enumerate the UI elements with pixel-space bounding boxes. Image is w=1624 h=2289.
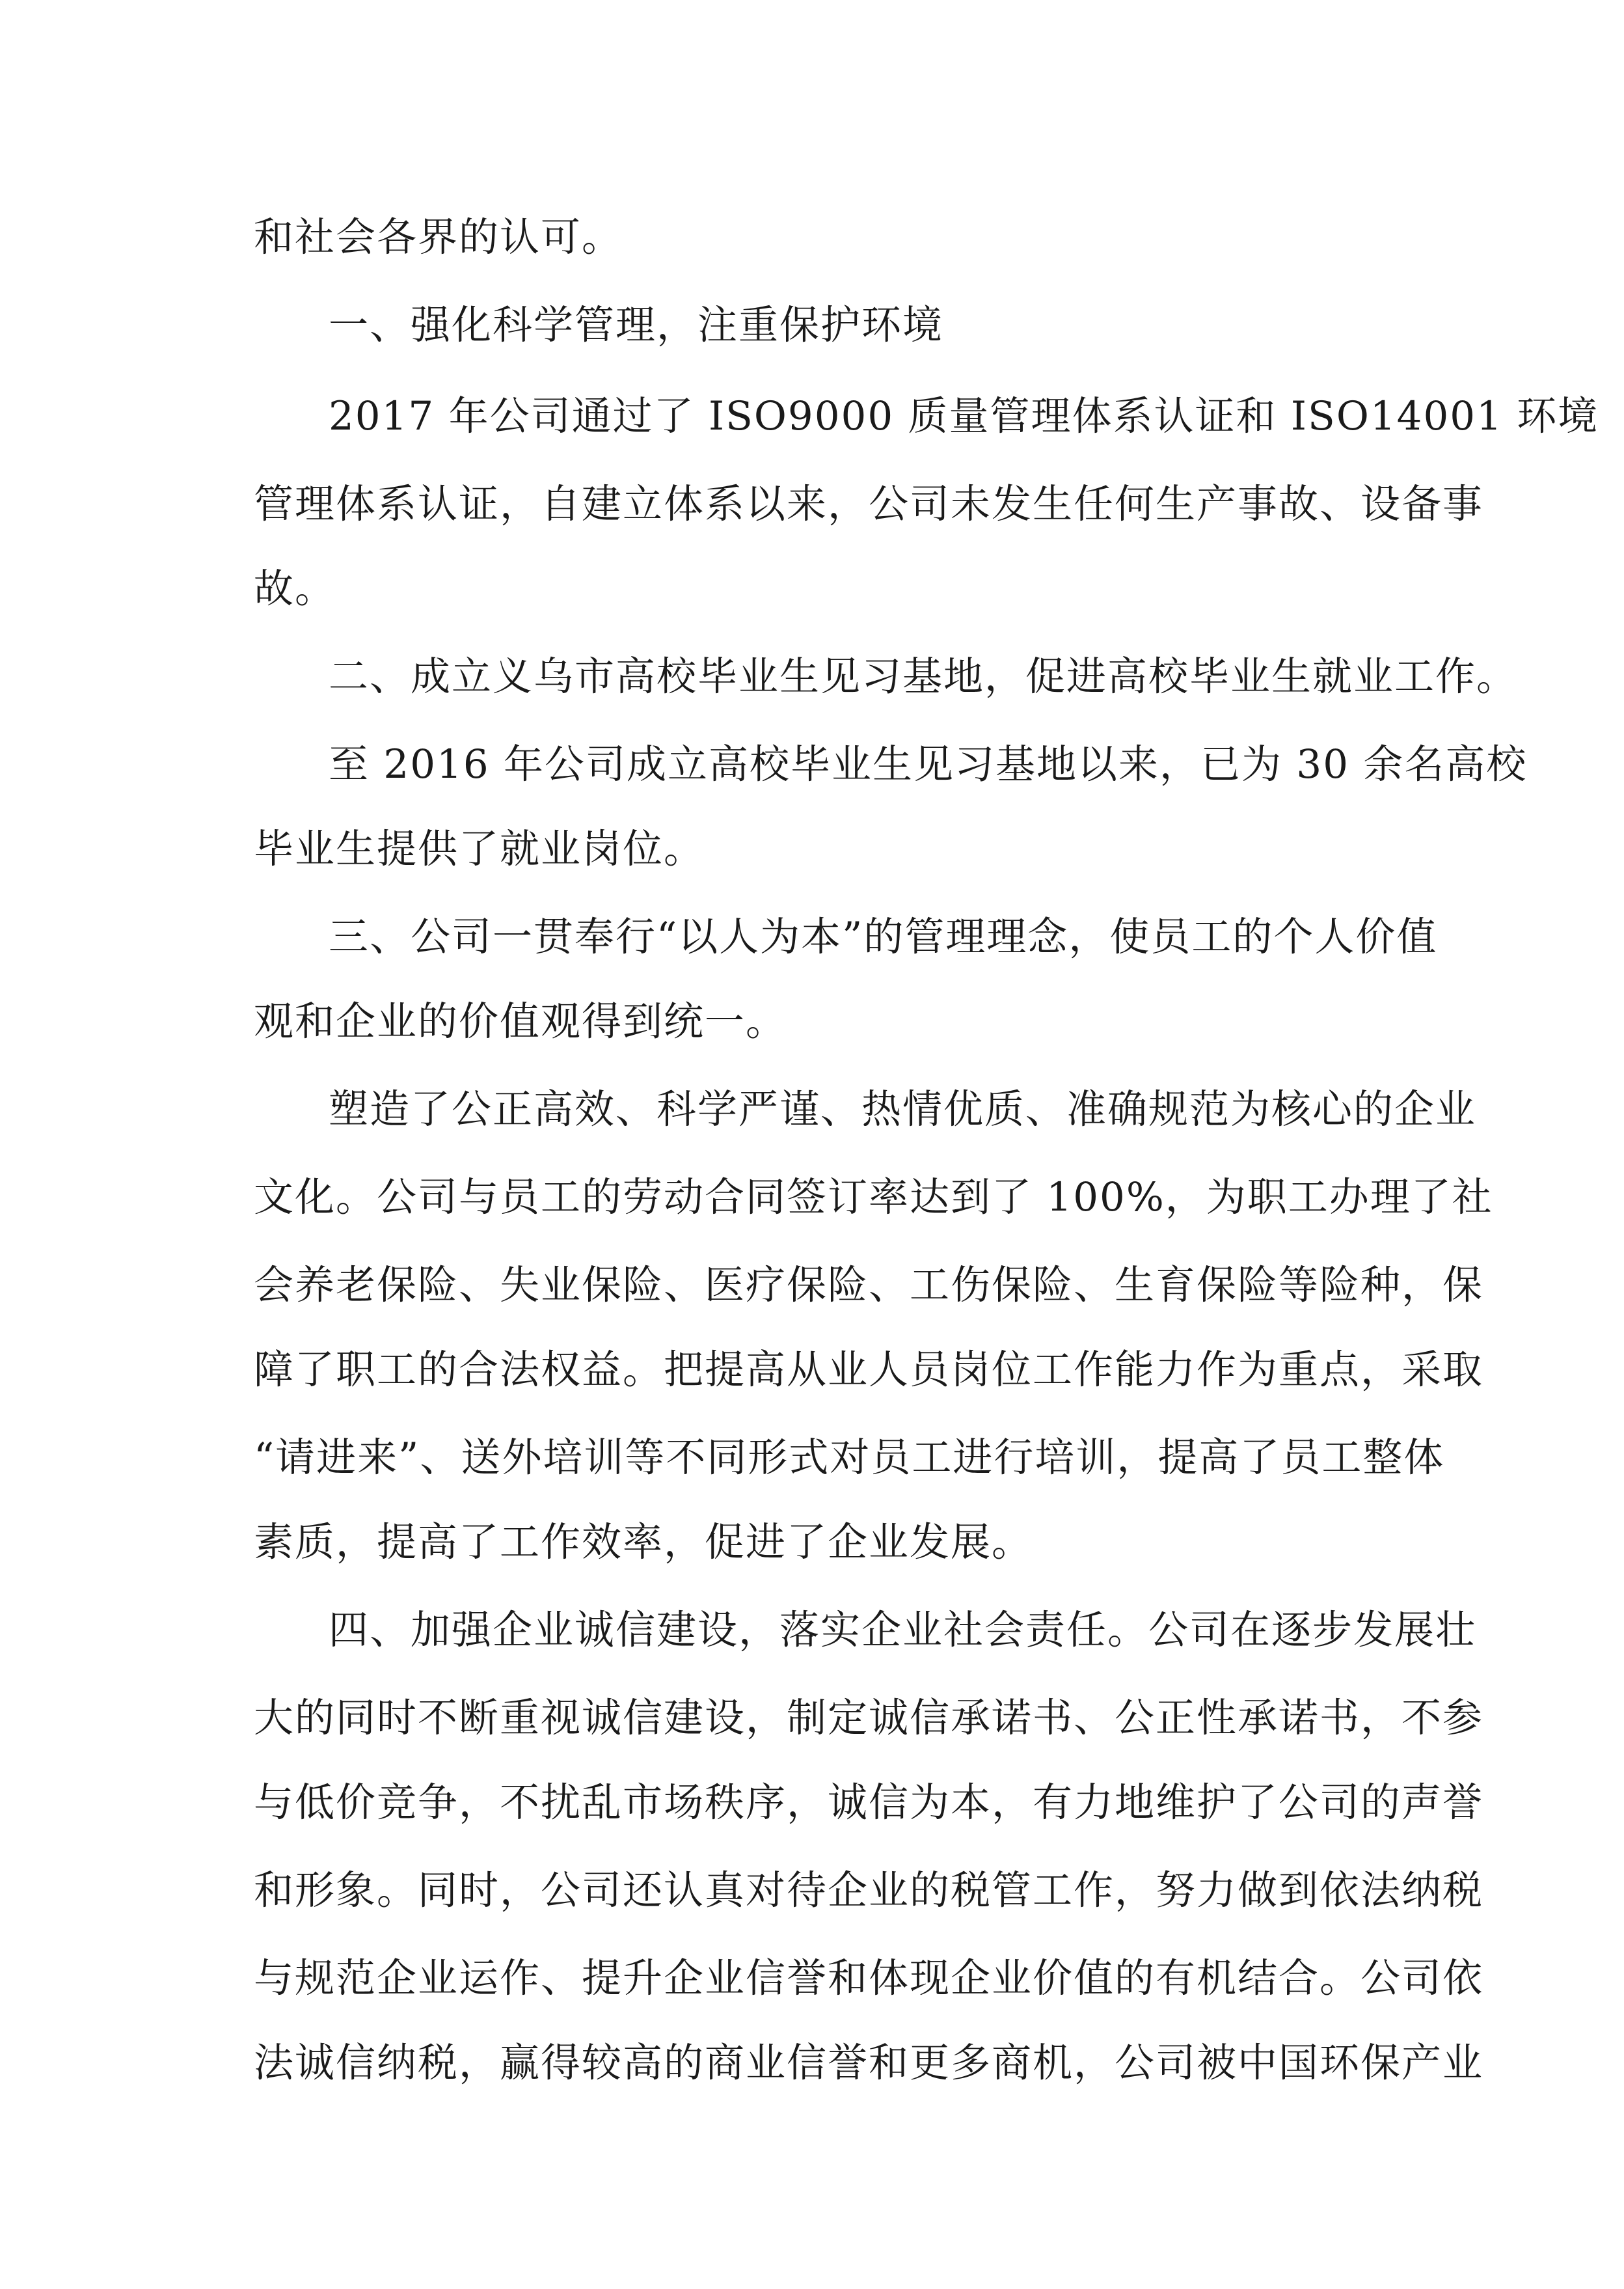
text-line-12: 文化。公司与员工的劳动合同签订率达到了 100%，为职工办理了社 bbox=[254, 1174, 1493, 1220]
text-line-16: 素质，提高了工作效率，促进了企业发展。 bbox=[254, 1519, 1033, 1565]
text-line-15: “请进来”、送外培训等不同形式对员工进行培训，提高了员工整体 bbox=[254, 1434, 1445, 1481]
text-line-5: 故。 bbox=[254, 566, 336, 612]
heading-1: 一、强化科学管理，注重保护环境 bbox=[329, 302, 944, 348]
text-line-18: 大的同时不断重视诚信建设，制定诚信承诺书、公正性承诺书，不参 bbox=[254, 1695, 1484, 1741]
text-line-19: 与低价竞争，不扰乱市场秩序，诚信为本，有力地维护了公司的声誉 bbox=[254, 1779, 1484, 1826]
text-line-20: 和形象。同时，公司还认真对待企业的税管工作，努力做到依法纳税 bbox=[254, 1867, 1484, 1913]
text-line-11: 塑造了公正高效、科学严谨、热情优质、准确规范为核心的企业 bbox=[329, 1086, 1477, 1132]
text-line-21: 与规范企业运作、提升企业信誉和体现企业价值的有机结合。公司依 bbox=[254, 1955, 1484, 2001]
text-line-1: 和社会各界的认可。 bbox=[254, 214, 623, 260]
text-line-8: 毕业生提供了就业岗位。 bbox=[254, 826, 705, 872]
text-line-10: 观和企业的价值观得到统一。 bbox=[254, 998, 787, 1045]
text-line-13: 会养老保险、失业保险、医疗保险、工伤保险、生育保险等险种，保 bbox=[254, 1262, 1484, 1308]
heading-4: 四、加强企业诚信建设，落实企业社会责任。公司在逐步发展壮 bbox=[329, 1607, 1477, 1653]
heading-2: 二、成立义乌市高校毕业生见习基地，促进高校毕业生就业工作。 bbox=[329, 653, 1518, 700]
text-line-4: 管理体系认证，自建立体系以来，公司未发生任何生产事故、设备事 bbox=[254, 481, 1484, 527]
text-line-22: 法诚信纳税，赢得较高的商业信誉和更多商机，公司被中国环保产业 bbox=[254, 2040, 1484, 2086]
text-line-3: 2017 年公司通过了 ISO9000 质量管理体系认证和 ISO14001 环境 bbox=[329, 393, 1599, 439]
text-line-7: 至 2016 年公司成立高校毕业生见习基地以来，已为 30 余名高校 bbox=[329, 741, 1528, 788]
heading-3: 三、公司一贯奉行“以人为本”的管理理念，使员工的个人价值 bbox=[329, 914, 1438, 960]
text-line-14: 障了职工的合法权益。把提高从业人员岗位工作能力作为重点，采取 bbox=[254, 1347, 1484, 1393]
